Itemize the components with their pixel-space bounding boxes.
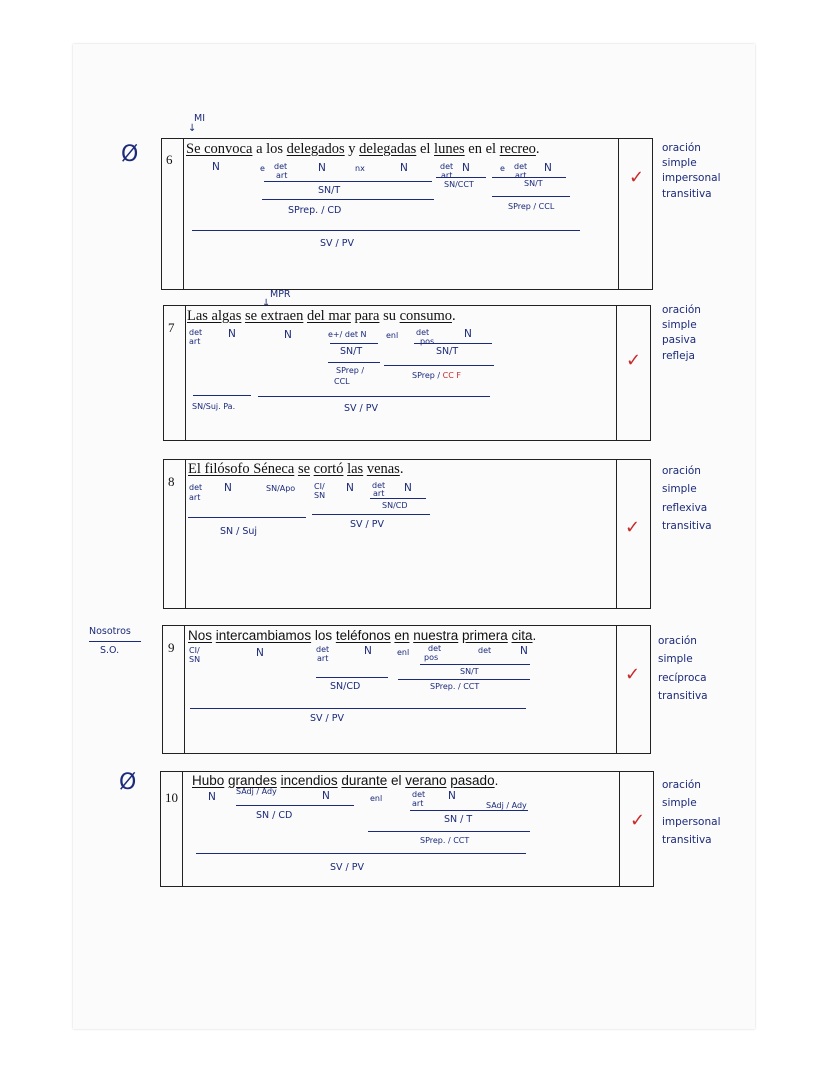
- marginal-mark: Ø: [121, 142, 139, 167]
- label: art: [189, 493, 201, 502]
- label: N: [224, 482, 232, 494]
- exercise-number: 10: [165, 790, 178, 805]
- label: SN/Apo: [266, 484, 296, 493]
- phrase-label: SN/T: [340, 346, 363, 357]
- word: delegados: [286, 141, 345, 157]
- label: SN: [314, 491, 326, 500]
- word: intercambiamos: [215, 628, 312, 643]
- label: N: [400, 162, 408, 174]
- label: CI/: [314, 482, 325, 491]
- classification: oración simple impersonal transitiva: [662, 779, 721, 847]
- label: N: [448, 790, 456, 802]
- label: art: [317, 654, 329, 663]
- word: El filósofo Séneca: [188, 461, 295, 477]
- phrase-label: SPrep / CC F: [412, 371, 461, 380]
- check-icon: ✓: [625, 517, 641, 538]
- phrase-label: SPrep / CCL: [508, 202, 555, 211]
- label: pos: [424, 653, 439, 662]
- word: lunes: [434, 141, 465, 157]
- phrase-label: SN/T: [460, 667, 479, 676]
- label: N: [284, 329, 292, 341]
- word: para: [354, 308, 380, 324]
- label: art: [373, 489, 385, 498]
- phrase-label: SV / PV: [350, 519, 384, 530]
- label: CI/: [189, 646, 200, 655]
- label: N: [256, 647, 264, 659]
- sentence: El filósofo Séneca se cortó las venas.: [188, 461, 404, 477]
- check-icon: ✓: [626, 350, 642, 371]
- exercise-box: [160, 771, 654, 887]
- word: Se convoca: [186, 141, 253, 157]
- phrase-label: CCL: [334, 377, 350, 386]
- label: art: [276, 171, 288, 180]
- label: det: [416, 328, 430, 337]
- sentence: Se convoca a los delegados y delegadas el lunes en el recreo.: [186, 141, 540, 157]
- exercise-box: [161, 138, 653, 290]
- classification: oración simple impersonal transitiva: [662, 142, 721, 200]
- phrase-label: SV / PV: [344, 403, 378, 414]
- label: e: [500, 164, 505, 173]
- exercise-box: [162, 625, 651, 754]
- label: art: [412, 799, 424, 808]
- label: SN: [189, 655, 201, 664]
- above-label: MI: [194, 113, 205, 124]
- word: grandes: [228, 773, 277, 788]
- label: det: [428, 644, 442, 653]
- label: art: [515, 171, 527, 180]
- label: det: [440, 162, 454, 171]
- exercise-number: 8: [168, 474, 175, 489]
- check-icon: ✓: [630, 810, 646, 831]
- label: N: [404, 482, 412, 494]
- word: Hubo: [192, 773, 225, 788]
- phrase-label: SV / PV: [310, 713, 344, 724]
- phrase-label: SN/T: [318, 185, 341, 196]
- phrase-label: SN/CD: [382, 501, 408, 510]
- label: pos: [420, 337, 435, 346]
- phrase-label: SN / CD: [256, 810, 293, 821]
- word: durante: [341, 773, 388, 788]
- classification: oración simple pasiva refleja: [662, 304, 701, 362]
- label: det: [316, 645, 330, 654]
- label: N: [346, 482, 354, 494]
- word: cortó: [313, 461, 344, 477]
- label: det: [189, 328, 203, 337]
- word: venas: [366, 461, 400, 477]
- phrase-label: SV / PV: [320, 238, 354, 249]
- label: SAdj / Ady: [236, 787, 277, 796]
- exercise-number: 9: [168, 640, 175, 655]
- phrase-label: SPrep. / CCT: [420, 836, 470, 845]
- arrow-icon: ↓: [188, 123, 197, 134]
- word: pasado: [450, 773, 495, 788]
- label: e+/ det N: [328, 330, 367, 339]
- label: det: [274, 162, 288, 171]
- marginal-mark: Ø: [119, 770, 137, 795]
- word: las: [347, 461, 364, 477]
- label: enl: [370, 794, 383, 803]
- sentence: Las algas se extraen del mar para su consumo.: [187, 308, 456, 324]
- label: N: [464, 328, 472, 340]
- label: N: [544, 162, 552, 174]
- word: se: [297, 461, 311, 477]
- check-icon: ✓: [625, 664, 641, 685]
- word: recreo: [499, 141, 536, 157]
- phrase-label: SPrep /: [336, 366, 365, 375]
- label: det: [412, 790, 426, 799]
- sentence: Nos intercambiamos los teléfonos en nuestra primera cita.: [188, 628, 537, 643]
- check-icon: ✓: [629, 167, 645, 188]
- phrase-label: SN/CD: [330, 681, 361, 692]
- word: incendios: [280, 773, 338, 788]
- word: verano: [405, 773, 447, 788]
- label: SAdj / Ady: [486, 801, 527, 810]
- label: e: [260, 164, 265, 173]
- word: se extraen: [244, 308, 304, 324]
- word: Las algas: [187, 308, 242, 324]
- exercise-box: [163, 305, 651, 441]
- label: enl: [386, 331, 399, 340]
- phrase-label: SN/T: [436, 346, 459, 357]
- word: cita: [511, 628, 533, 643]
- label: enl: [397, 648, 410, 657]
- arrow-icon: ↓: [262, 298, 271, 309]
- label: N: [462, 162, 470, 174]
- classification: oración simple recíproca transitiva: [658, 635, 708, 703]
- label: det: [478, 646, 492, 655]
- word: nuestra: [413, 628, 459, 643]
- label: N: [318, 162, 326, 174]
- word: Nos: [188, 628, 213, 643]
- classification: oración simple reflexiva transitiva: [662, 465, 712, 533]
- label: N: [208, 791, 216, 803]
- marginal-subject-type: S.O.: [100, 645, 120, 656]
- label: N: [364, 645, 372, 657]
- phrase-label: SPrep. / CD: [288, 205, 342, 216]
- phrase-label: SN/Suj. Pa.: [192, 402, 236, 411]
- word: del mar: [306, 308, 351, 324]
- phrase-label: SN / Suj: [220, 526, 258, 537]
- label: art: [189, 337, 201, 346]
- above-label: MPR: [270, 289, 291, 300]
- marginal-subject: Nosotros: [89, 626, 131, 637]
- phrase-label: SN / T: [444, 814, 473, 825]
- exercise-number: 7: [168, 320, 175, 335]
- phrase-label: SPrep. / CCT: [430, 682, 480, 691]
- label: det: [189, 483, 203, 492]
- label: N: [212, 161, 220, 173]
- phrase-label: SV / PV: [330, 862, 364, 873]
- word: teléfonos: [335, 628, 391, 643]
- label: nx: [355, 164, 365, 173]
- label: det: [372, 481, 386, 490]
- word: primera: [462, 628, 508, 643]
- sentence: Hubo grandes incendios durante el verano pasado.: [192, 773, 499, 788]
- label: det: [514, 162, 528, 171]
- word: en: [394, 628, 410, 643]
- exercise-number: 6: [166, 152, 173, 167]
- label: art: [441, 171, 453, 180]
- label: N: [322, 790, 330, 802]
- phrase-label: SN/CCT: [444, 180, 474, 189]
- label: N: [228, 328, 236, 340]
- label: N: [520, 645, 528, 657]
- phrase-label: SN/T: [524, 179, 543, 188]
- word: consumo: [399, 308, 452, 324]
- word: delegadas: [359, 141, 417, 157]
